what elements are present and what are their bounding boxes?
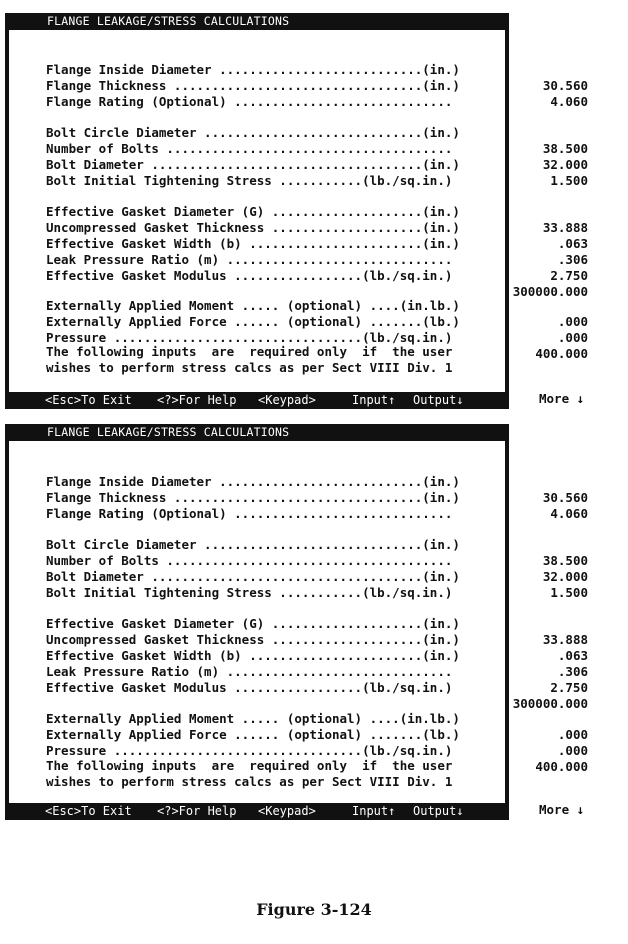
field-value[interactable]: 1.500 [550, 585, 588, 600]
field-value[interactable]: .000 [557, 727, 588, 742]
info-note-line-1: The following inputs are required only if the user [46, 758, 453, 773]
exit-key-hint[interactable]: <Esc>To Exit [45, 804, 132, 818]
help-key-hint[interactable]: <?>For Help [157, 393, 237, 407]
field-label: Number of Bolts ...................................... [46, 553, 453, 568]
field-label: Bolt Initial Tightening Stress ...........(lb./sq.in.) [46, 585, 453, 600]
field-value[interactable]: 38.500 [542, 553, 588, 568]
input-key-hint[interactable]: Input↑ [352, 393, 396, 407]
field-label: Bolt Circle Diameter .............................(in.) [46, 125, 460, 140]
field-label: Bolt Initial Tightening Stress ...........(lb./sq.in.) [46, 173, 453, 188]
field-label: Flange Rating (Optional) ............................. [46, 94, 453, 109]
window-title: FLANGE LEAKAGE/STRESS CALCULATIONS [9, 13, 505, 30]
field-label: Effective Gasket Modulus .................(lb./sq.in.) [46, 680, 453, 695]
field-value[interactable]: .000 [557, 743, 588, 758]
field-label: Externally Applied Force ...... (optional) .......(lb.) [46, 727, 460, 742]
keypad-key-hint[interactable]: <Keypad> [258, 393, 316, 407]
field-label: Flange Thickness .................................(in.) [46, 490, 460, 505]
field-label: Flange Inside Diameter ...........................(in.) [46, 62, 460, 77]
window-title: FLANGE LEAKAGE/STRESS CALCULATIONS [9, 424, 505, 441]
field-value[interactable]: 2.750 [550, 268, 588, 283]
field-label: Effective Gasket Diameter (G) ....................(in.) [46, 204, 460, 219]
keypad-key-hint[interactable]: <Keypad> [258, 804, 316, 818]
field-label: Flange Inside Diameter ...........................(in.) [46, 474, 460, 489]
field-value[interactable]: 400.000 [535, 759, 588, 774]
exit-key-hint[interactable]: <Esc>To Exit [45, 393, 132, 407]
field-value[interactable]: 2.750 [550, 680, 588, 695]
field-label: Bolt Circle Diameter .............................(in.) [46, 537, 460, 552]
field-value[interactable]: .306 [557, 252, 588, 267]
field-value[interactable]: .306 [557, 664, 588, 679]
field-label: Bolt Diameter ....................................(in.) [46, 157, 460, 172]
field-value[interactable]: 4.060 [550, 94, 588, 109]
info-note-line-1: The following inputs are required only if the user [46, 344, 453, 359]
info-note-line-2: wishes to perform stress calcs as per Sect VIII Div. 1 [46, 774, 453, 789]
field-label: Effective Gasket Width (b) .......................(in.) [46, 648, 460, 663]
field-label: Bolt Diameter ....................................(in.) [46, 569, 460, 584]
output-key-hint[interactable]: Output↓ [413, 804, 464, 818]
field-value[interactable]: .063 [557, 648, 588, 663]
field-value[interactable]: 38.500 [542, 141, 588, 156]
field-value[interactable]: 30.560 [542, 490, 588, 505]
info-note-line-2: wishes to perform stress calcs as per Sect VIII Div. 1 [46, 360, 453, 375]
field-value[interactable]: 1.500 [550, 173, 588, 188]
field-value[interactable]: 32.000 [542, 157, 588, 172]
field-value[interactable]: 400.000 [535, 346, 588, 361]
field-value[interactable]: .063 [557, 236, 588, 251]
field-label: Number of Bolts ...................................... [46, 141, 453, 156]
field-label: Leak Pressure Ratio (m) .............................. [46, 664, 453, 679]
input-key-hint[interactable]: Input↑ [352, 804, 396, 818]
field-label: Leak Pressure Ratio (m) .............................. [46, 252, 453, 267]
field-label: Uncompressed Gasket Thickness ....................(in.) [46, 632, 460, 647]
field-label: Externally Applied Moment ..... (optional) ....(in.lb.) [46, 711, 460, 726]
figure-caption: Figure 3-124 [256, 900, 372, 919]
field-value[interactable]: 33.888 [542, 220, 588, 235]
field-label: Uncompressed Gasket Thickness ....................(in.) [46, 220, 460, 235]
help-key-hint[interactable]: <?>For Help [157, 804, 237, 818]
field-label: Flange Thickness .................................(in.) [46, 78, 460, 93]
field-value[interactable]: 33.888 [542, 632, 588, 647]
status-bar [5, 392, 509, 409]
field-value[interactable]: 4.060 [550, 506, 588, 521]
field-value[interactable]: 30.560 [542, 78, 588, 93]
output-key-hint[interactable]: Output↓ [413, 393, 464, 407]
field-label: Externally Applied Moment ..... (optional) ....(in.lb.) [46, 298, 460, 313]
more-indicator[interactable]: More ↓ [539, 391, 585, 406]
field-label: Effective Gasket Diameter (G) ....................(in.) [46, 616, 460, 631]
field-value[interactable]: .000 [557, 314, 588, 329]
field-label: Pressure .................................(lb./sq.in.) [46, 743, 453, 758]
field-value[interactable]: .000 [557, 330, 588, 345]
field-label: Flange Rating (Optional) ............................. [46, 506, 453, 521]
more-indicator[interactable]: More ↓ [539, 802, 585, 817]
field-label: Effective Gasket Width (b) .......................(in.) [46, 236, 460, 251]
field-label: Externally Applied Force ...... (optional) .......(lb.) [46, 314, 460, 329]
field-value[interactable]: 32.000 [542, 569, 588, 584]
status-bar [5, 803, 509, 820]
field-label: Effective Gasket Modulus .................(lb./sq.in.) [46, 268, 453, 283]
field-value[interactable]: 300000.000 [512, 696, 588, 711]
field-label: Pressure .................................(lb./sq.in.) [46, 330, 453, 345]
field-value[interactable]: 300000.000 [512, 284, 588, 299]
